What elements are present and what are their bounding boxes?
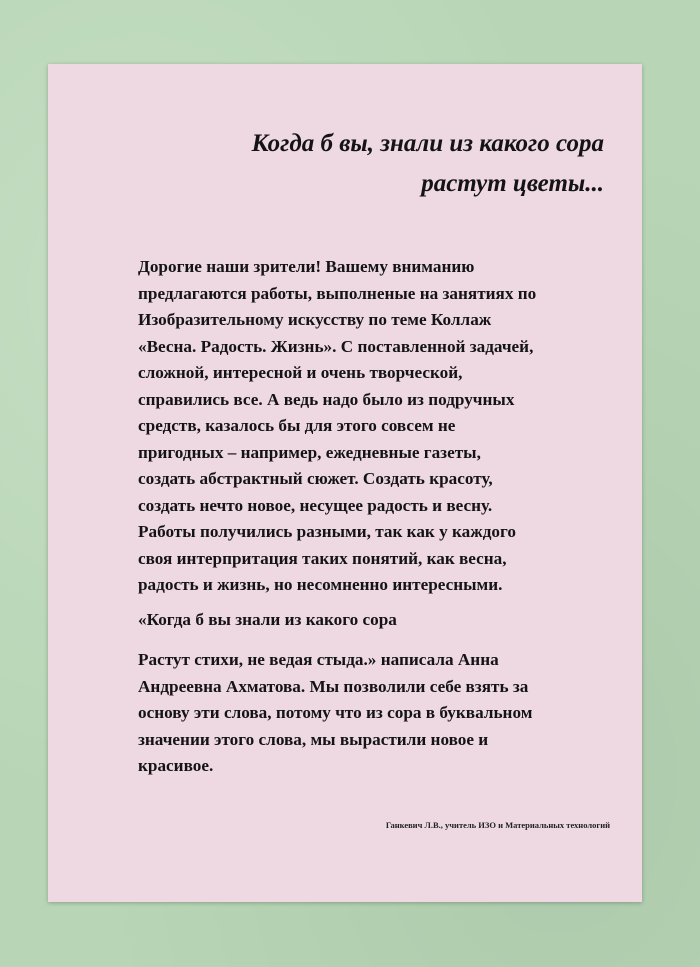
text-line: Дорогие наши зрители! Вашему вниманию <box>138 257 475 276</box>
title-line-2: растут цветы... <box>421 170 604 197</box>
title-line-1: Когда б вы, знали из какого сора <box>251 130 604 157</box>
author-signature: Ганкевич Л.В., учитель ИЗО и Материальных технологий <box>385 820 610 830</box>
text-line: «Весна. Радость. Жизнь». С поставленной задачей, <box>138 336 534 356</box>
text-line: Работы получились разными, так как у каждого <box>138 522 516 541</box>
paper-sheet <box>48 64 642 902</box>
text-line: предлагаются работы, выполненые на занятиях по <box>138 283 537 303</box>
body-text <box>138 254 608 780</box>
text-line: сложной, интересной и очень творческой, <box>138 363 463 382</box>
text-line: значении этого слова, мы вырастили новое и <box>138 729 489 749</box>
text-line: справились все. А ведь надо было из подручных <box>138 389 515 409</box>
text-line: Изобразительному искусству по теме Коллаж <box>138 310 492 329</box>
text-line: пригодных – например, ежедневные газеты, <box>138 442 481 462</box>
text-line: радость и жизнь, но несомненно интересными. <box>138 575 503 594</box>
text-line: создать нечто новое, несущее радость и весну. <box>138 495 493 515</box>
paragraph-intro <box>138 254 608 599</box>
text-line: красивое. <box>138 756 214 775</box>
text-line: средств, казалось бы для этого совсем не <box>138 416 456 435</box>
text-line: создать абстрактный сюжет. Создать красоту, <box>138 469 493 488</box>
quote-line: «Когда б вы знали из какого сора <box>138 609 397 629</box>
text-line: Андреевна Ахматова. Мы позволили себе взять за <box>138 676 529 696</box>
paragraph-quote <box>138 607 608 634</box>
text-line: своя интерпритация таких понятий, как весна, <box>138 548 507 568</box>
text-line: Растут стихи, не ведая стыда.» написала Анна <box>138 650 499 669</box>
page-title <box>252 124 604 204</box>
text-line: основу эти слова, потому что из сора в буквальном <box>138 703 533 722</box>
paragraph-closing <box>138 647 608 780</box>
